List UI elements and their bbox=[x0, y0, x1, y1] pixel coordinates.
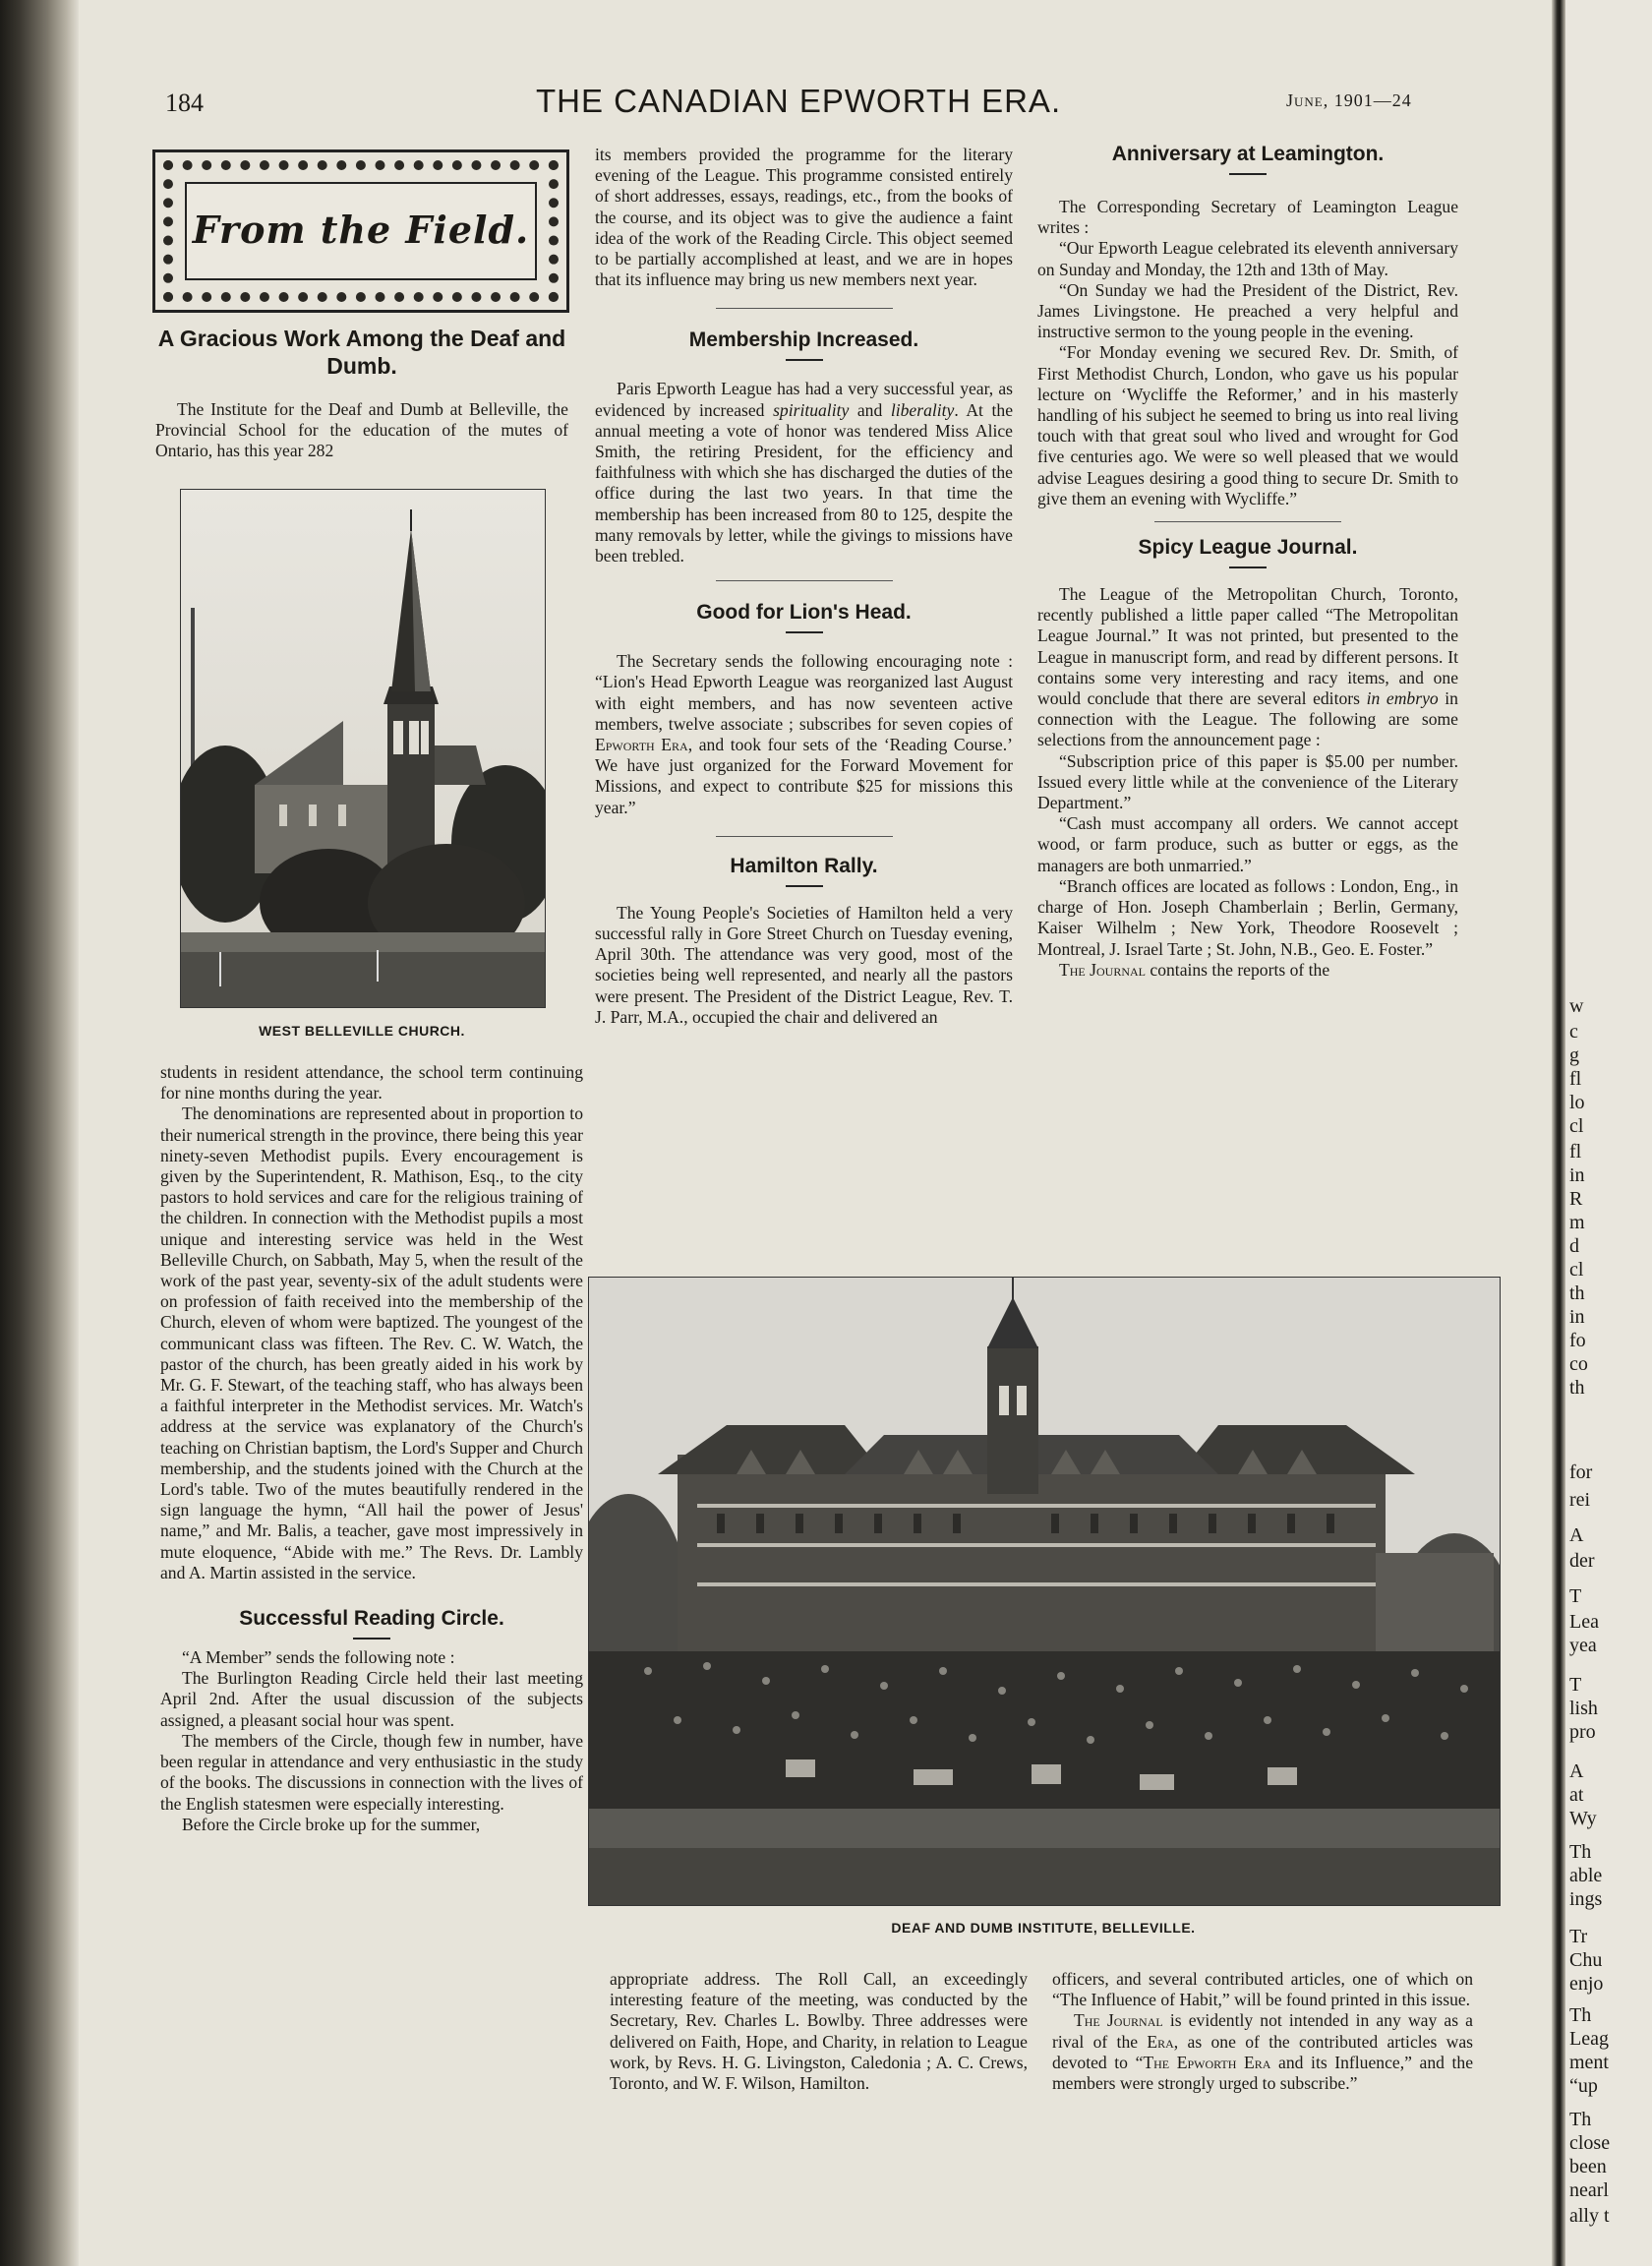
adjacent-page-fragment: able bbox=[1569, 1865, 1603, 1886]
adjacent-page-fragment: c bbox=[1569, 1021, 1578, 1043]
article-heading-spicy-journal: Spicy League Journal. bbox=[1138, 536, 1358, 560]
leamington-p4: “For Monday evening we secured Rev. Dr. Smith, of First Methodist Church, London, who gave us his popular lecture on ‘Wycliffe the Reformer,’ and in his masterly handling of his subject he seemed to bring us into real living touch with that great soul who lived and wrought for God five centuries ago. We were so well pleased that we would advise Leagues desiring a good thing to secure Dr. Smith to give them an evening with Wycliffe.” bbox=[1037, 342, 1458, 508]
adjacent-page-fragment: m bbox=[1569, 1212, 1585, 1233]
adjacent-page-fragment: in bbox=[1569, 1164, 1585, 1186]
adjacent-page-fragment: th bbox=[1569, 1377, 1585, 1399]
adjacent-page-fragment: co bbox=[1569, 1353, 1588, 1375]
adjacent-page-fragment: enjo bbox=[1569, 1973, 1604, 1995]
adjacent-page-fragment: Wy bbox=[1569, 1808, 1597, 1829]
adjacent-page-fragment: ment bbox=[1569, 2052, 1609, 2073]
institute-photo-caption: DEAF AND DUMB INSTITUTE, BELLEVILLE. bbox=[891, 1920, 1196, 1936]
adjacent-page-fragment: T bbox=[1569, 1585, 1582, 1607]
church-illustration bbox=[181, 490, 545, 1007]
section-title: From the Field. bbox=[192, 208, 530, 252]
adjacent-page-fragment: Tr bbox=[1569, 1926, 1588, 1947]
book-binding-edge bbox=[0, 0, 79, 2266]
reading-circle-p4: Before the Circle broke up for the summer, bbox=[182, 1814, 481, 1834]
adjacent-page-fragment: fo bbox=[1569, 1330, 1586, 1351]
adjacent-page-fragment: for bbox=[1569, 1461, 1593, 1483]
reading-circle-p2: The Burlington Reading Circle held their last meeting April 2nd. After the usual discussion of the subjects assigned, a pleasant social hour was spent. bbox=[160, 1668, 583, 1730]
column-3-top bbox=[1037, 141, 1458, 981]
adjacent-page-fragment: in bbox=[1569, 1306, 1585, 1328]
article-heading-reading-circle: Successful Reading Circle. bbox=[239, 1607, 504, 1631]
adjacent-page-fragment: A bbox=[1569, 1524, 1584, 1546]
adjacent-page-fragment: th bbox=[1569, 1282, 1585, 1304]
adjacent-page-fragment: w bbox=[1569, 995, 1584, 1017]
lions-head-body: The Secretary sends the following encouraging note : “Lion's Head Epworth League was reorganized last August with eight members, and has now seventeen active members, twelve associate ; subscribes for seven copies of Epworth Era, and took four sets of the ‘Reading Course.’ We have just organized for the Forward Movement for Missions, and expect to contribute $25 for missions this year.” bbox=[595, 651, 1013, 817]
column-2-bottom bbox=[610, 1969, 1028, 2094]
deaf-dumb-institute-photo bbox=[588, 1277, 1501, 1906]
article-heading-hamilton: Hamilton Rally. bbox=[730, 854, 878, 877]
page-number: 184 bbox=[165, 89, 204, 117]
reading-circle-p1: “A Member” sends the following note : bbox=[182, 1647, 455, 1668]
adjacent-page-fragment: cl bbox=[1569, 1115, 1584, 1137]
journal-title: THE CANADIAN EPWORTH ERA. bbox=[536, 83, 1062, 119]
institute-illustration bbox=[589, 1278, 1500, 1905]
heading-rule bbox=[1229, 566, 1267, 568]
adjacent-page-fragment: rei bbox=[1569, 1489, 1591, 1511]
from-the-field-banner bbox=[152, 149, 569, 313]
spicy-p4: “Branch offices are located as follows : London, Eng., in charge of Hon. Joseph Chamberlain ; Berlin, Germany, Kaiser Wilhelm ; New York, Theodore Roosevelt ; Montreal, J. Israel Tarte ; St. John, N.B., Geo. E. Foster.” bbox=[1037, 875, 1458, 959]
page-gutter bbox=[1552, 0, 1565, 2266]
adjacent-page-fragment: ally t bbox=[1569, 2205, 1610, 2227]
column-1-lower bbox=[160, 1062, 583, 1835]
adjacent-page-edge bbox=[1565, 0, 1652, 2266]
adjacent-page-fragment: der bbox=[1569, 1550, 1595, 1572]
adjacent-page-fragment: Chu bbox=[1569, 1949, 1603, 1971]
adjacent-page-fragment: fl bbox=[1569, 1068, 1582, 1090]
adjacent-page-fragment: cl bbox=[1569, 1259, 1584, 1281]
article-heading-membership: Membership Increased. bbox=[688, 328, 919, 352]
hamilton-continuation: appropriate address. The Roll Call, an exceedingly interesting feature of the meeting, was conducted by the Secretary, Rev. Charles L. Bowlby. Three addresses were delivered on Faith, Hope, and Charity, in relation to League work, by Revs. H. G. Livingston, Caledonia ; A. C. Crews, Toronto, and W. F. Wilson, Hamilton. bbox=[610, 1969, 1028, 2094]
adjacent-page-fragment: Th bbox=[1569, 1841, 1592, 1863]
separator bbox=[716, 580, 893, 581]
adjacent-page-fragment: close bbox=[1569, 2132, 1611, 2154]
heading-rule bbox=[1229, 173, 1267, 175]
adjacent-page-fragment: Th bbox=[1569, 2004, 1592, 2026]
spicy-p3: “Cash must accompany all orders. We cannot accept wood, or farm produce, such as butter or eggs, as the managers are both unmarried.” bbox=[1037, 813, 1458, 875]
spicy-p5: The Journal contains the reports of the bbox=[1059, 959, 1330, 980]
separator bbox=[1154, 521, 1341, 522]
heading-rule bbox=[786, 885, 823, 887]
adjacent-page-fragment: fl bbox=[1569, 1141, 1582, 1163]
church-photo-caption: WEST BELLEVILLE CHURCH. bbox=[259, 1023, 465, 1039]
heading-rule bbox=[353, 1638, 390, 1640]
adjacent-page-fragment: been bbox=[1569, 2156, 1607, 2177]
adjacent-page-fragment: pro bbox=[1569, 1721, 1596, 1743]
adjacent-page-fragment: A bbox=[1569, 1760, 1584, 1782]
gracious-intro: The Institute for the Deaf and Dumb at Belleville, the Provincial School for the education of the mutes of Ontario, has this year 282 bbox=[155, 399, 568, 461]
west-belleville-church-photo bbox=[180, 489, 546, 1008]
banner-inner-frame bbox=[185, 182, 537, 280]
issue-date: June, 1901—24 bbox=[1286, 90, 1412, 110]
article-heading-lions-head: Good for Lion's Head. bbox=[696, 601, 912, 625]
adjacent-page-fragment: Leag bbox=[1569, 2028, 1609, 2050]
adjacent-page-fragment: nearl bbox=[1569, 2179, 1609, 2201]
leamington-p2: “Our Epworth League celebrated its eleventh anniversary on Sunday and Monday, the 12th and 13th of May. bbox=[1037, 238, 1458, 279]
leamington-p1: The Corresponding Secretary of Leamington League writes : bbox=[1037, 197, 1458, 238]
adjacent-page-fragment: ings bbox=[1569, 1888, 1603, 1910]
gracious-continuation: students in resident attendance, the school term continuing for nine months during the year. bbox=[160, 1062, 583, 1103]
adjacent-page-fragment: lo bbox=[1569, 1092, 1585, 1113]
adjacent-page-fragment: T bbox=[1569, 1674, 1582, 1696]
spicy-p1: The League of the Metropolitan Church, Toronto, recently published a little paper called “The Metropolitan League Journal.” It was not printed, but presented to the League in manuscript form, and read by different persons. It contains some very interesting and racy items, and one would conclude that there are several editors in embryo in connection with the League. The following are some selections from the announcement page : bbox=[1037, 584, 1458, 750]
hamilton-body: The Young People's Societies of Hamilton held a very successful rally in Gore Street Church on Tuesday evening, April 30th. The attendance was very good, most of the societies being well represented, and nearly all the pastors were present. The President of the District League, Rev. T. J. Parr, M.A., occupied the chair and delivered an bbox=[595, 902, 1013, 1027]
separator bbox=[716, 836, 893, 837]
spicy-continuation-a: officers, and several contributed articles, one of which on “The Influence of Habit,” will be found printed in this issue. bbox=[1052, 1969, 1473, 2010]
adjacent-page-fragment: lish bbox=[1569, 1698, 1598, 1719]
adjacent-page-fragment: at bbox=[1569, 1784, 1584, 1806]
reading-circle-p3: The members of the Circle, though few in number, have been regular in attendance and very enthusiastic in the study of the books. The discussions in connection with the lives of the English statesmen were especially interesting. bbox=[160, 1730, 583, 1814]
article-heading-leamington: Anniversary at Leamington. bbox=[1111, 143, 1385, 165]
adjacent-page-fragment: g bbox=[1569, 1044, 1579, 1066]
adjacent-page-fragment: “up bbox=[1569, 2075, 1598, 2097]
leamington-p3: “On Sunday we had the President of the District, Rev. James Livingstone. He preached a very helpful and instructive sermon to the young people in the evening. bbox=[1037, 279, 1458, 342]
column-2-top bbox=[595, 145, 1013, 1028]
column-1-top bbox=[155, 325, 568, 462]
separator bbox=[716, 308, 893, 309]
adjacent-page-fragment: Lea bbox=[1569, 1611, 1599, 1633]
column-3-bottom bbox=[1052, 1969, 1473, 2094]
adjacent-page-fragment: Th bbox=[1569, 2109, 1592, 2130]
heading-rule bbox=[786, 631, 823, 633]
membership-body: Paris Epworth League has had a very successful year, as evidenced by increased spirituality and liberality. At the annual meeting a vote of honor was tendered Miss Alice Smith, the retiring President, for the efficiency and faithfulness with which she has discharged the duties of the office during the last two years. In that time the membership has been increased from 80 to 125, despite the many removals by letter, while the givings to missions have been trebled. bbox=[595, 379, 1013, 566]
adjacent-page-fragment: R bbox=[1569, 1188, 1583, 1210]
article-heading-gracious-work: A Gracious Work Among the Deaf and Dumb. bbox=[157, 326, 566, 379]
gracious-paragraph-2: The denominations are represented about in proportion to their numerical strength in the province, there being this year ninety-seven Methodist pupils. Every encouragement is given by the Superintendent, R. Mathison, Esq., to the city pastors to hold services and care for the religious training of the children. In connection with the Methodist pupils a most unique and interesting service was held in the West Belleville Church, on Sabbath, May 5, when the result of the work of the past year, seventy-six of the adult students were on profession of faith received into the membership of the Church, eleven of whom were baptized. The youngest of the communicant class was fifteen. The Rev. C. W. Watch, the pastor of the church, has been greatly aided in his work by Mr. G. F. Stewart, of the teaching staff, who has always been a faithful interpreter in the Methodist services. Mr. Watch's address at the service was explanatory of the Church's teaching on Christian baptism, the Lord's Supper and Church membership, and the students joined with the Church at the Lord's table. Two of the mutes beautifully rendered in the sign language the hymn, “All hail the power of Jesus' name,” and Mr. Balis, a teacher, gave most impressively in mute eloquence, “Abide with me.” The Revs. Dr. Lambly and A. Martin assisted in the service. bbox=[160, 1103, 583, 1582]
adjacent-page-fragment: yea bbox=[1569, 1635, 1597, 1656]
reading-circle-continuation: its members provided the programme for the literary evening of the League. This programme consisted entirely of short addresses, essays, readings, etc., from the books of the course, and its object was to give the audience a faint idea of the work of the Reading Circle. This object seemed to be partially accomplished at least, and we are in hopes that its influence may bring us new members next year. bbox=[595, 145, 1013, 290]
spicy-p2: “Subscription price of this paper is $5.00 per number. Issued every little while at the convenience of the Literary Department.” bbox=[1037, 750, 1458, 813]
heading-rule bbox=[786, 359, 823, 361]
adjacent-page-fragment: d bbox=[1569, 1235, 1579, 1257]
spicy-continuation-b: The Journal is evidently not intended in any way as a rival of the Era, as one of the contributed articles was devoted to “The Epworth Era and its Influence,” and the members were strongly urged to subscribe.” bbox=[1052, 2010, 1474, 2094]
